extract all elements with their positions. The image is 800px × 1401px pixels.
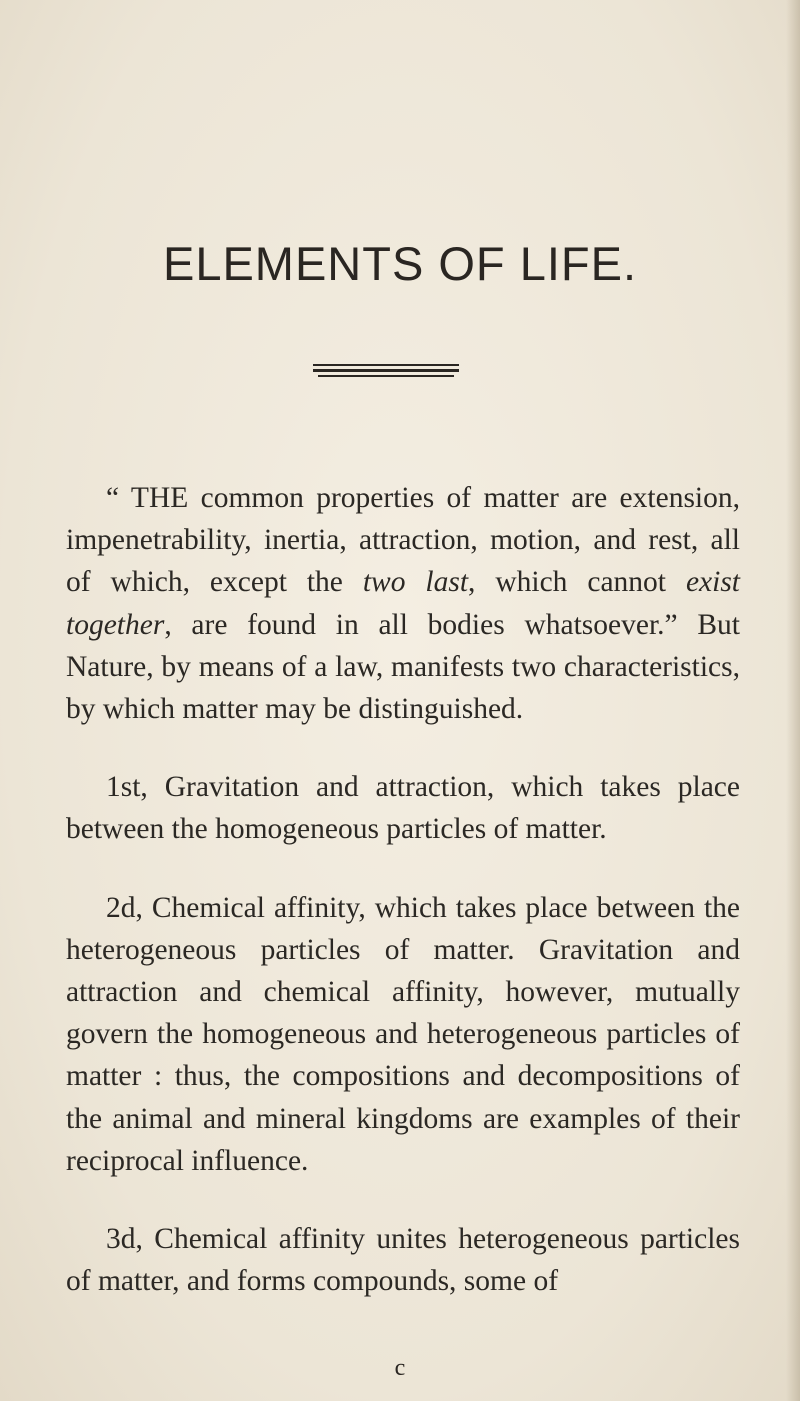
paragraph-2 [66,766,740,850]
title-rule-bottom [318,375,454,377]
title-rule-top [313,364,459,366]
text-segment-italic: exist together [66,566,740,641]
text-segment: 2d, Chemical affinity, which takes place between the heterogeneous particles of matter. Gravitation and attraction and chemical affinity, however, mutually govern the homogeneous and heterogeneous particles of matter : thus, the compositions and decompositions of the animal and mineral kingdoms are examples of their reciprocal influence. [66,891,740,1177]
text-segment-italic: two last [362,566,469,599]
text-segment: “ THE common properties of matter are extension, impenetrability, inertia, attraction, motion, and rest, all of which, except the [66,482,740,599]
chapter-title: ELEMENTS OF LIFE. [162,237,638,290]
text-segment: , are found in all bodies whatsoever.” But Nature, by means of a law, manifests two characteristics, by which matter may be distinguished. [66,608,740,726]
paragraph-1 [66,477,740,730]
page-edge-shadow [786,0,800,1401]
paragraph-3 [66,887,740,1182]
paragraph-4 [66,1218,740,1302]
text-segment: , which cannot [468,566,686,599]
title-rule-middle [313,369,459,372]
signature-mark: c [394,1355,406,1381]
text-segment: 1st, Gravitation and attraction, which takes place between the homogeneous particles of matter. [66,771,740,846]
body-text [66,477,740,1302]
text-segment: 3d, Chemical affinity unites heterogeneous particles of matter, and forms compounds, some of [66,1223,740,1298]
